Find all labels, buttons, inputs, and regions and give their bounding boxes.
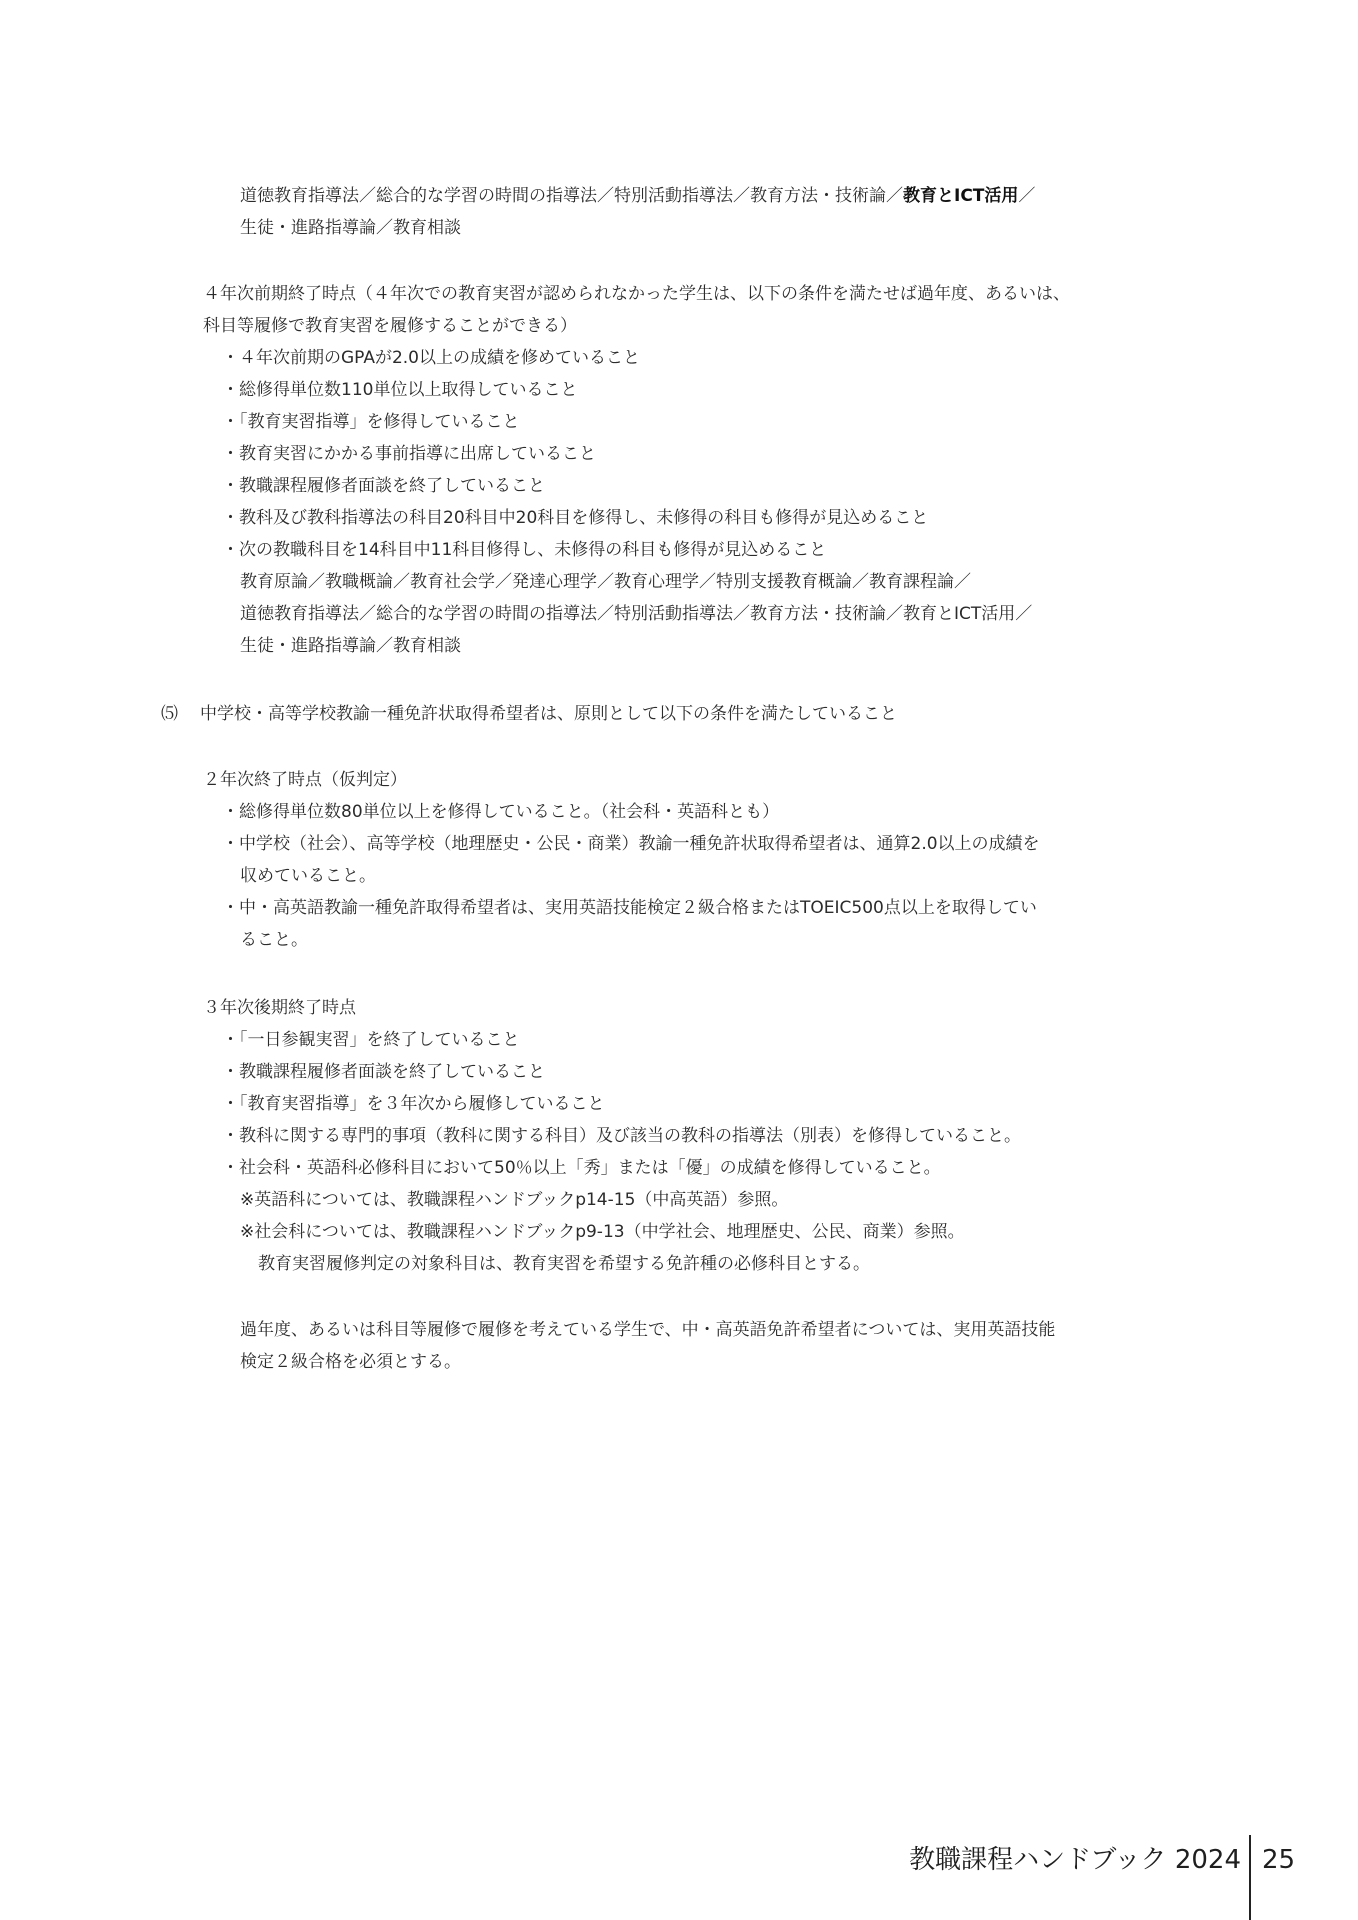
footer-divider [1249, 1835, 1251, 1920]
condition-item: ・教科に関する専門的事項（教科に関する科目）及び該当の教科の指導法（別表）を修得していること。 [222, 1126, 1021, 1146]
condition-heading: ３年次後期終了時点 [203, 998, 356, 1018]
subject-list-line: 教育原論／教職概論／教育社会学／発達心理学／教育心理学／特別支援教育概論／教育課程論／ [240, 572, 971, 592]
note-paragraph: 検定２級合格を必須とする。 [240, 1352, 461, 1372]
subject-list-text: ／ [1018, 186, 1036, 206]
condition-item: ・「教育実習指導」を修得していること [222, 412, 520, 432]
condition-item: ・４年次前期のGPAが2.0以上の成績を修めていること [222, 348, 641, 368]
condition-item: ・教科及び教科指導法の科目20科目中20科目を修得し、未修得の科目も修得が見込めること [222, 508, 929, 528]
condition-item: ・「一日参観実習」を終了していること [222, 1030, 520, 1050]
subject-list-line: 道徳教育指導法／総合的な学習の時間の指導法／特別活動指導法／教育方法・技術論／教育とICT活用／ [240, 604, 1033, 624]
subject-list-line: 生徒・進路指導論／教育相談 [240, 636, 461, 656]
subject-list-line [240, 184, 1035, 208]
condition-heading: 科目等履修で教育実習を履修することができる） [203, 316, 577, 336]
section-number: ⑸ [161, 704, 178, 724]
condition-item: ・教職課程履修者面談を終了していること [222, 476, 545, 496]
condition-item: ・総修得単位数110単位以上取得していること [222, 380, 578, 400]
condition-item: ・教職課程履修者面談を終了していること [222, 1062, 545, 1082]
condition-item: ・総修得単位数80単位以上を修得していること。（社会科・英語科とも） [222, 802, 780, 822]
reference-note: ※社会科については、教職課程ハンドブックp9-13（中学社会、地理歴史、公民、商業）参照。 [240, 1222, 965, 1242]
condition-item: ・社会科・英語科必修科目において50％以上「秀」または「優」の成績を修得していること。 [222, 1158, 941, 1178]
condition-item: ・中・高英語教諭一種免許取得希望者は、実用英語技能検定２級合格またはTOEIC500点以上を取得してい [222, 898, 1037, 918]
condition-item-continued: 収めていること。 [240, 866, 376, 886]
condition-item: ・中学校（社会）、高等学校（地理歴史・公民・商業）教諭一種免許状取得希望者は、通算2.0以上の成績を [222, 834, 1040, 854]
subject-list-text: 道徳教育指導法／総合的な学習の時間の指導法／特別活動指導法／教育方法・技術論／ [240, 186, 903, 206]
reference-note: ※英語科については、教職課程ハンドブックp14-15（中高英語）参照。 [240, 1190, 789, 1210]
condition-item: ・次の教職科目を14科目中11科目修得し、未修得の科目も修得が見込めること [222, 540, 827, 560]
note-paragraph: 過年度、あるいは科目等履修で履修を考えている学生で、中・高英語免許希望者については、実用英語技能 [240, 1320, 1056, 1340]
subject-highlight: 教育とICT活用 [903, 186, 1019, 206]
footer-title: 教職課程ハンドブック 2024 [909, 1845, 1241, 1875]
reference-note: 教育実習履修判定の対象科目は、教育実習を希望する免許種の必修科目とする。 [258, 1254, 870, 1274]
condition-heading: ４年次前期終了時点（４年次での教育実習が認められなかった学生は、以下の条件を満たせば過年度、あるいは、 [203, 284, 1070, 304]
condition-item: ・教育実習にかかる事前指導に出席していること [222, 444, 596, 464]
page-number: 25 [1262, 1845, 1296, 1875]
condition-heading: ２年次終了時点（仮判定） [203, 770, 407, 790]
section-heading: 中学校・高等学校教諭一種免許状取得希望者は、原則として以下の条件を満たしていること [200, 704, 897, 724]
condition-item-continued: ること。 [240, 930, 308, 950]
subject-list-line: 生徒・進路指導論／教育相談 [240, 218, 461, 238]
condition-item: ・「教育実習指導」を３年次から履修していること [222, 1094, 605, 1114]
